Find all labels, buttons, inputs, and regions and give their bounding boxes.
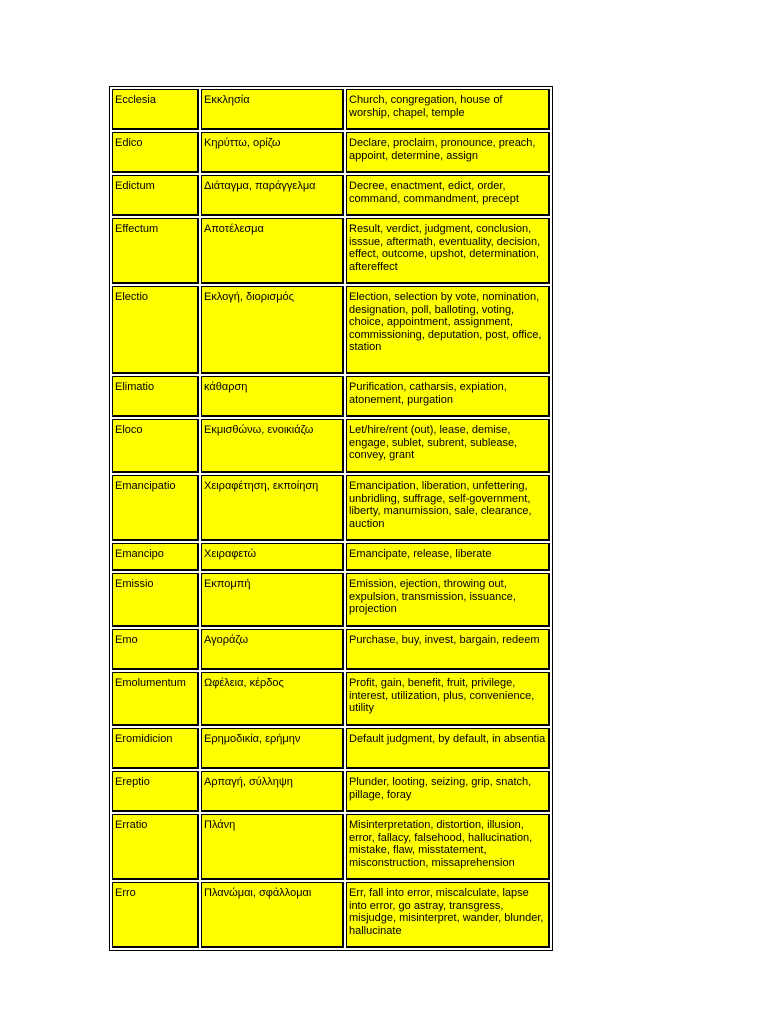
table-row [112,771,550,812]
table-row [112,175,550,216]
english-definition: Purchase, buy, invest, bargain, redeem [346,629,550,670]
table-row [112,728,550,769]
table-row [112,218,550,284]
latin-term: Erro [112,882,199,948]
greek-term: Αποτέλεσμα [201,218,344,284]
table-row [112,286,550,374]
table-row [112,672,550,726]
table-row [112,882,550,948]
english-definition: Emancipation, liberation, unfettering, unbridling, suffrage, self-government, liberty, manumission, sale, clearance, auction [346,475,550,541]
latin-term: Emo [112,629,199,670]
english-definition: Declare, proclaim, pronounce, preach, appoint, determine, assign [346,132,550,173]
greek-term: Εκμισθώνω, ενοικιάζω [201,419,344,473]
english-definition: Church, congregation, house of worship, chapel, temple [346,89,550,130]
latin-term: Edictum [112,175,199,216]
table-row [112,543,550,571]
greek-term: Κηρύττω, ορίζω [201,132,344,173]
latin-term: Electio [112,286,199,374]
english-definition: Emission, ejection, throwing out, expulsion, transmission, issuance, projection [346,573,550,627]
table-row [112,814,550,880]
table-row [112,132,550,173]
table-row [112,419,550,473]
greek-term: Αγοράζω [201,629,344,670]
table-row [112,89,550,130]
latin-term: Elimatio [112,376,199,417]
english-definition: Election, selection by vote, nomination, designation, poll, balloting, voting, choice, appointment, assignment, commissioning, deputation, post, office, station [346,286,550,374]
english-definition: Plunder, looting, seizing, grip, snatch, pillage, foray [346,771,550,812]
english-definition: Err, fall into error, miscalculate, lapse into error, go astray, transgress, misjudge, misinterpret, wander, blunder, hallucinate [346,882,550,948]
latin-term: Emancipo [112,543,199,571]
greek-term: κάθαρση [201,376,344,417]
greek-term: Εκπομπή [201,573,344,627]
glossary-table [109,86,553,951]
latin-term: Eloco [112,419,199,473]
greek-term: Αρπαγή, σύλληψη [201,771,344,812]
latin-term: Emissio [112,573,199,627]
latin-term: Effectum [112,218,199,284]
latin-term: Emancipatio [112,475,199,541]
table-row [112,376,550,417]
latin-term: Edico [112,132,199,173]
greek-term: Πλάνη [201,814,344,880]
table-row [112,629,550,670]
english-definition: Misinterpretation, distortion, illusion, error, fallacy, falsehood, hallucination, mistake, flaw, misstatement, misconstruction, missaprehension [346,814,550,880]
greek-term: Εκκλησία [201,89,344,130]
greek-term: Εκλογή, διορισμός [201,286,344,374]
latin-term: Erratio [112,814,199,880]
latin-term: Eromidicion [112,728,199,769]
greek-term: Χειραφέτηση, εκποίηση [201,475,344,541]
english-definition: Purification, catharsis, expiation, atonement, purgation [346,376,550,417]
glossary-body [112,89,550,948]
greek-term: Διάταγμα, παράγγελμα [201,175,344,216]
greek-term: Πλανώμαι, σφάλλομαι [201,882,344,948]
greek-term: Ερημοδικία, ερήμην [201,728,344,769]
latin-term: Emolumentum [112,672,199,726]
table-row [112,573,550,627]
greek-term: Ωφέλεια, κέρδος [201,672,344,726]
english-definition: Emancipate, release, liberate [346,543,550,571]
english-definition: Let/hire/rent (out), lease, demise, engage, sublet, subrent, sublease, convey, grant [346,419,550,473]
english-definition: Profit, gain, benefit, fruit, privilege, interest, utilization, plus, convenience, utility [346,672,550,726]
latin-term: Ereptio [112,771,199,812]
latin-term: Ecclesia [112,89,199,130]
table-row [112,475,550,541]
english-definition: Default judgment, by default, in absentia [346,728,550,769]
english-definition: Decree, enactment, edict, order, command, commandment, precept [346,175,550,216]
english-definition: Result, verdict, judgment, conclusion, isssue, aftermath, eventuality, decision, effect, outcome, upshot, determination, aftereffect [346,218,550,284]
greek-term: Χειραφετώ [201,543,344,571]
